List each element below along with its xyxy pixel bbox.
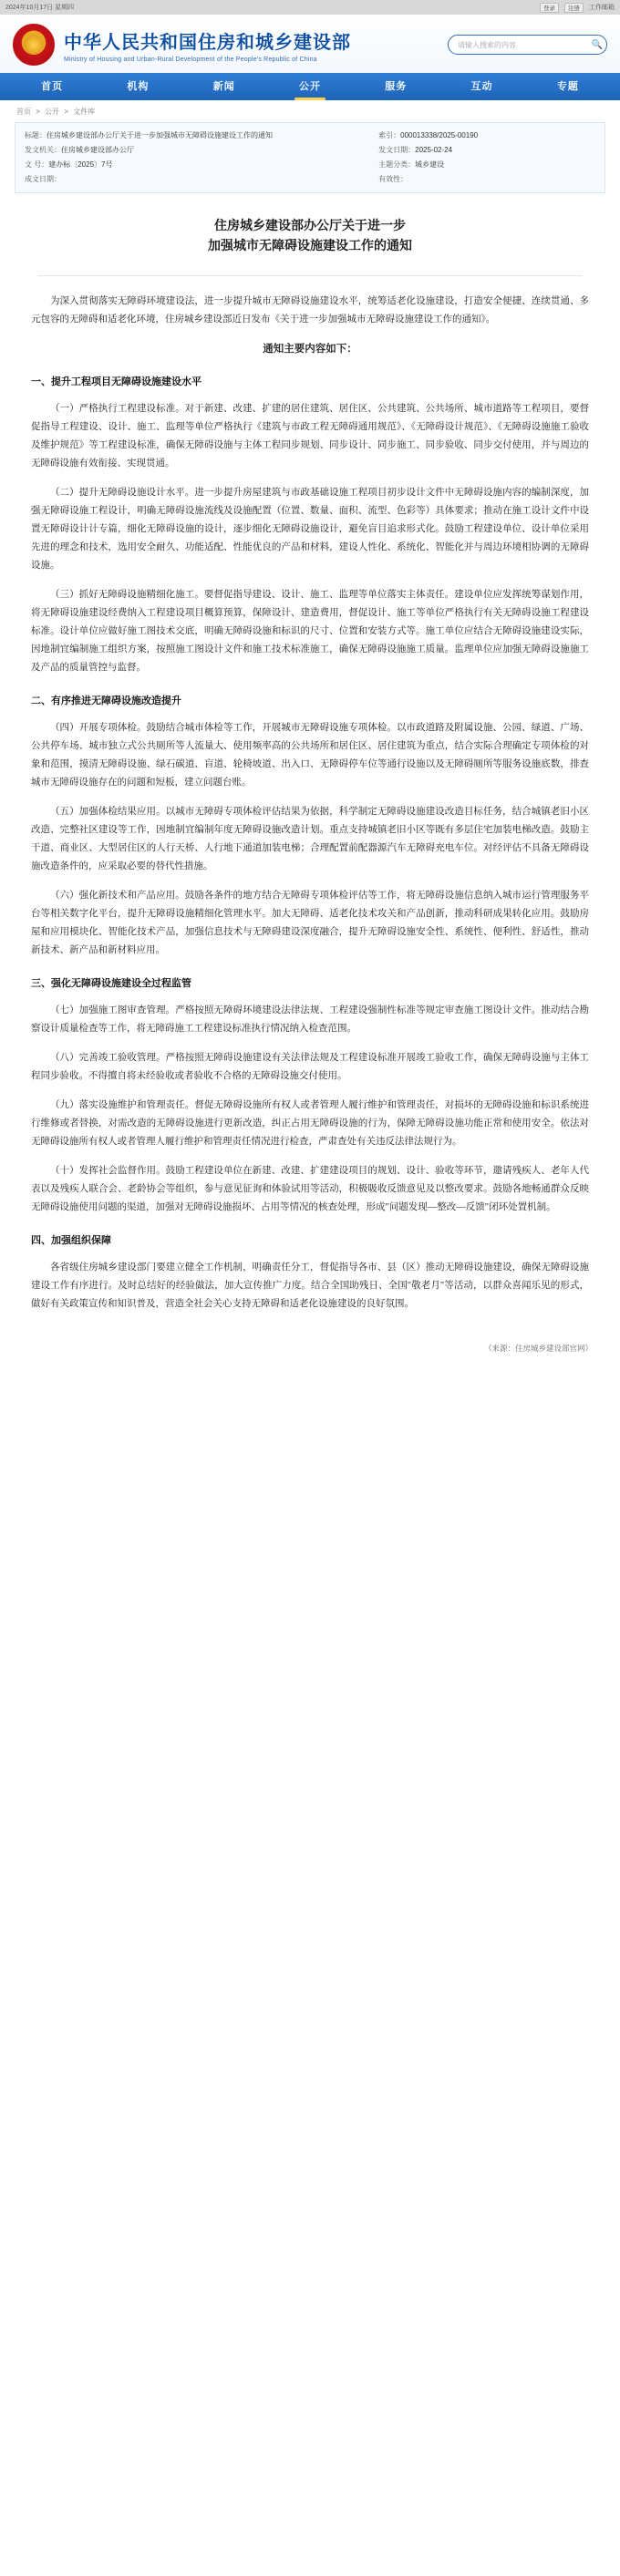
lead-paragraph: 为深入贯彻落实无障碍环境建设法，进一步提升城市无障碍设施建设水平，统筹适老化设施建设，打造安全便捷、连续贯通、多元包容的无障碍和适老化环境，住房城乡建设部近日发布《关于进一步加强城市无障碍设施建设工作的通知》。 [31,296,589,325]
breadcrumb-item-home[interactable]: 首页 [16,108,31,116]
article-body [0,276,620,1334]
section-3-paragraph-2: （八）完善竣工验收管理。严格按照无障碍设施建设有关法律法规及工程建设标准开展竣工验收工作，确保无障碍设施与主体工程同步验收。不得擅自将未经验收或者验收不合格的无障碍设施交付使用。 [31,1053,589,1081]
meta-row [25,129,595,143]
meta-document-number-value: 建办标〔2025〕7号 [48,160,113,169]
nav-item-public[interactable]: 公开 [267,73,353,100]
meta-issuer-key: 发文机关： [25,146,61,154]
breadcrumb [0,100,620,122]
section-heading-2: 二、有序推进无障碍设施改造提升 [31,696,181,706]
page-title [0,193,620,263]
meta-issue-date [378,143,595,158]
nav-item-news[interactable]: 新闻 [212,81,235,92]
meta-title-value: 住房城乡建设部办公厅关于进一步加强城市无障碍设施建设工作的通知 [46,131,273,139]
login-button[interactable]: 登录 [540,3,559,13]
section-1-paragraph-3: （三）抓好无障碍设施精细化施工。要督促指导建设、设计、施工、监理等单位落实主体责任。建设单位应发挥统筹谋划作用，将无障碍设施建设经费纳入工程建设项目概算预算，保障设计、建造费用，督促设计、施工等单位严格执行有关无障碍设施工程建设标准。设计单位应做好施工图技术交底，明确无障碍设施和标识的尺寸、位置和安装方式等。施工单位应结合无障碍设施建设实际，因地制宜编制施工组织方案，按照施工图设计文件和施工技术标准施工，确保无障碍设施施工质量。监理单位应加强无障碍设施施工及产品的质量管控与监督。 [31,590,589,673]
meta-written-date-key: 成文日期： [25,175,61,183]
breadcrumb-item-public[interactable]: 公开 [45,108,60,116]
meta-issuer [25,143,378,158]
section-2-paragraph-3: （六）强化新技术和产品应用。鼓励各条件的地方结合无障碍专项体检评估等工作，将无障碍设施信息纳入城市运行管理服务平台等相关数字化平台，提升无障碍设施精细化管理水平。加大无障碍、适老化技术攻关和产品创新，推动科研成果转化应用。鼓励房屋和应用模块化、智能化技术产品，加强信息技术与无障碍建设深度融合，提升无障碍设施安全性、系统性、便利性、舒适性，推动新技术、新产品和新材料应用。 [31,891,589,955]
section-2-paragraph-2: （五）加强体检结果应用。以城市无障碍专项体检评估结果为依据，科学制定无障碍设施建设改造目标任务，结合城镇老旧小区改造、完整社区建设等工作，因地制宜编制年度无障碍设施改造计划。重点支持城镇老旧小区等既有多层住宅加装电梯改造。鼓励主干道、商业区、大型居住区的人行天桥、人行地下通道加装电梯；合理配置前配器源汽车无障碍充电车位。对经评估不具备无障碍设施改造条件的，应采取必要的替代性措施。 [31,807,589,871]
section-heading-3: 三、强化无障碍设施建设全过程监管 [31,978,191,989]
meta-validity-key: 有效性： [378,175,408,183]
breadcrumb-separator-1: > [36,108,40,116]
breadcrumb-item-current: 文件库 [73,108,96,116]
browser-status-bar [0,0,620,15]
meta-issue-date-value: 2025-02-24 [415,146,453,154]
site-header [0,15,620,73]
search-input[interactable] [448,35,607,55]
section-3-paragraph-1: （七）加强施工图审查管理。严格按照无障碍环境建设法律法规、工程建设强制性标准等规定审查施工图设计文件。推动结合勘察设计质量检查等工作，将无障碍施工工程建设标准执行情况纳入检查范围。 [31,1005,589,1034]
search-placeholder: 请输入搜索的内容 [458,40,516,49]
subheading: 通知主要内容如下： [263,344,357,355]
nav-item-topics[interactable]: 专题 [556,81,579,92]
meta-written-date [25,172,378,187]
section-heading-4: 四、加强组织保障 [31,1235,111,1246]
nav-item-home[interactable]: 首页 [41,81,64,92]
meta-title [25,129,378,143]
meta-subject-category-key: 主题分类： [378,160,416,169]
page-title-line1: 住房城乡建设部办公厅关于进一步 [214,220,406,233]
status-bar-right [540,3,615,13]
nav-item-organization[interactable]: 机构 [127,81,150,92]
section-4-paragraph-1: 各省级住房城乡建设部门要建立健全工作机制，明确责任分工，督促指导各市、县（区）推动无障碍设施建设，确保无障碍设施建设工作有序进行。及时总结好的经验做法，加大宣传推广力度。结合全国助残日、全国"敬老月"等活动，以群众喜闻乐见的形式，做好有关政策宣传和知识普及，营造全社会关心支持无障碍和适老化设施建设的良好氛围。 [31,1262,589,1309]
meta-validity [378,172,595,187]
work-mail-link[interactable]: 工作邮箱 [589,5,615,11]
section-1-paragraph-1: （一）严格执行工程建设标准。对于新建、改建、扩建的居住建筑、居住区、公共建筑、公共场所、城市道路等工程项目，要督促指导工程建设、设计、施工、监理等单位严格执行《建筑与市政工程无障碍通用规范》、《无障碍设计规范》、《无障碍设施施工验收及维护规范》等工程建设标准，确保无障碍设施与主体工程同步规划、同步设计、同步施工、同步验收、同步交付使用，并与周边的无障碍设施有效衔接、实现贯通。 [31,404,589,469]
register-button[interactable]: 注册 [564,3,584,13]
site-title-block [64,27,439,63]
nav-item-services[interactable]: 服务 [385,81,408,92]
section-1-paragraph-2: （二）提升无障碍设施设计水平。进一步提升房屋建筑与市政基础设施工程项目初步设计文件中无障碍设施内容的编制深度，加强无障碍设施工程设计，明确无障碍设施流线及设施配置（位置、数量、面积、流型、色彩等）具体要求；推动在施工设计文件中设置无障碍设计计专篇，细化无障碍设施的设计，逐步细化无障碍设施设计，避免盲目追求形式化。鼓励工程建设单位、设计单位采用先进的理念和技术，选用安全耐久、功能适配、性能优良的产品和材料，建设人性化、系统化、智能化并与周边环境相协调的无障碍设施。 [31,488,589,571]
meta-row [25,172,595,187]
main-nav [0,73,620,100]
national-emblem-icon [13,24,55,66]
nav-item-interaction[interactable]: 互动 [470,81,493,92]
section-heading-1: 一、提升工程项目无障碍设施建设水平 [31,376,202,387]
section-3-paragraph-4: （十）发挥社会监督作用。鼓励工程建设单位在新建、改建、扩建建设项目的规划、设计、验收等环节，邀请残疾人、老年人代表以及残疾人联合会、老龄协会等组织，参与意见征询和体验试用等活动，积极吸收反馈意见及以整改要求。鼓励各地畅通群众反映无障碍设施使用问题的渠道，加强对无障碍设施损坏、占用等情况的核查处理，形成"问题发现—整改—反馈"闭环处置机制。 [31,1166,589,1212]
meta-index-value: 000013338/2025-00190 [400,131,479,139]
breadcrumb-separator-2: > [64,108,69,116]
site-title-en: Ministry of Housing and Urban-Rural Development of the People's Republic of China [64,56,317,63]
meta-row [25,158,595,172]
meta-subject-category-value: 城乡建设 [415,160,445,169]
article-source: （来源：住房城乡建设部官网） [483,1344,593,1353]
meta-index-key: 索引： [378,131,401,139]
meta-title-key: 标题： [25,131,46,139]
meta-row [25,143,595,158]
meta-document-number-key: 文 号： [25,160,49,169]
document-meta-table [15,122,605,193]
page-title-line2: 加强城市无障碍设施建设工作的通知 [208,240,412,253]
section-2-paragraph-1: （四）开展专项体检。鼓励结合城市体检等工作，开展城市无障碍设施专项体检。以市政道路及附属设施、公园、绿道、广场、公共停车场、城市独立式公共厕所等人流量大、使用频率高的公共场所和居住区、居住建筑为重点，结合实际合理确定专项体检的对象和范围，摸清无障碍设施、绿石碳道、盲道、轮椅坡道、出入口、无障碍停车位等通行设施以及无障碍厕所等服务设施底数，排查城市无障碍设施存在的问题和短板，建立问题台账。 [31,723,589,788]
meta-issue-date-key: 发文日期： [378,146,416,154]
meta-document-number [25,158,378,172]
meta-index [378,129,595,143]
search-icon[interactable]: 🔍 [591,39,603,50]
meta-subject-category [378,158,595,172]
status-bar-left [5,3,74,12]
section-3-paragraph-3: （九）落实设施维护和管理责任。督促无障碍设施所有权人或者管理人履行维护和管理责任，对损坏的无障碍设施和标识系统进行维修或者替换，对需改造的无障碍设施进行更新改造，纠正占用无障碍设施的行为，保障无障碍设施功能正常和使用安全。依法对无障碍设施所有权人或者管理人履行维护和管理责任情况进行检查，严肃查处有关违反法律法规行为。 [31,1100,589,1147]
site-title-cn: 中华人民共和国住房和城乡建设部 [64,32,351,53]
meta-issuer-value: 住房城乡建设部办公厅 [61,146,134,154]
current-date-label: 2024年10月17日 星期四 [5,5,75,11]
